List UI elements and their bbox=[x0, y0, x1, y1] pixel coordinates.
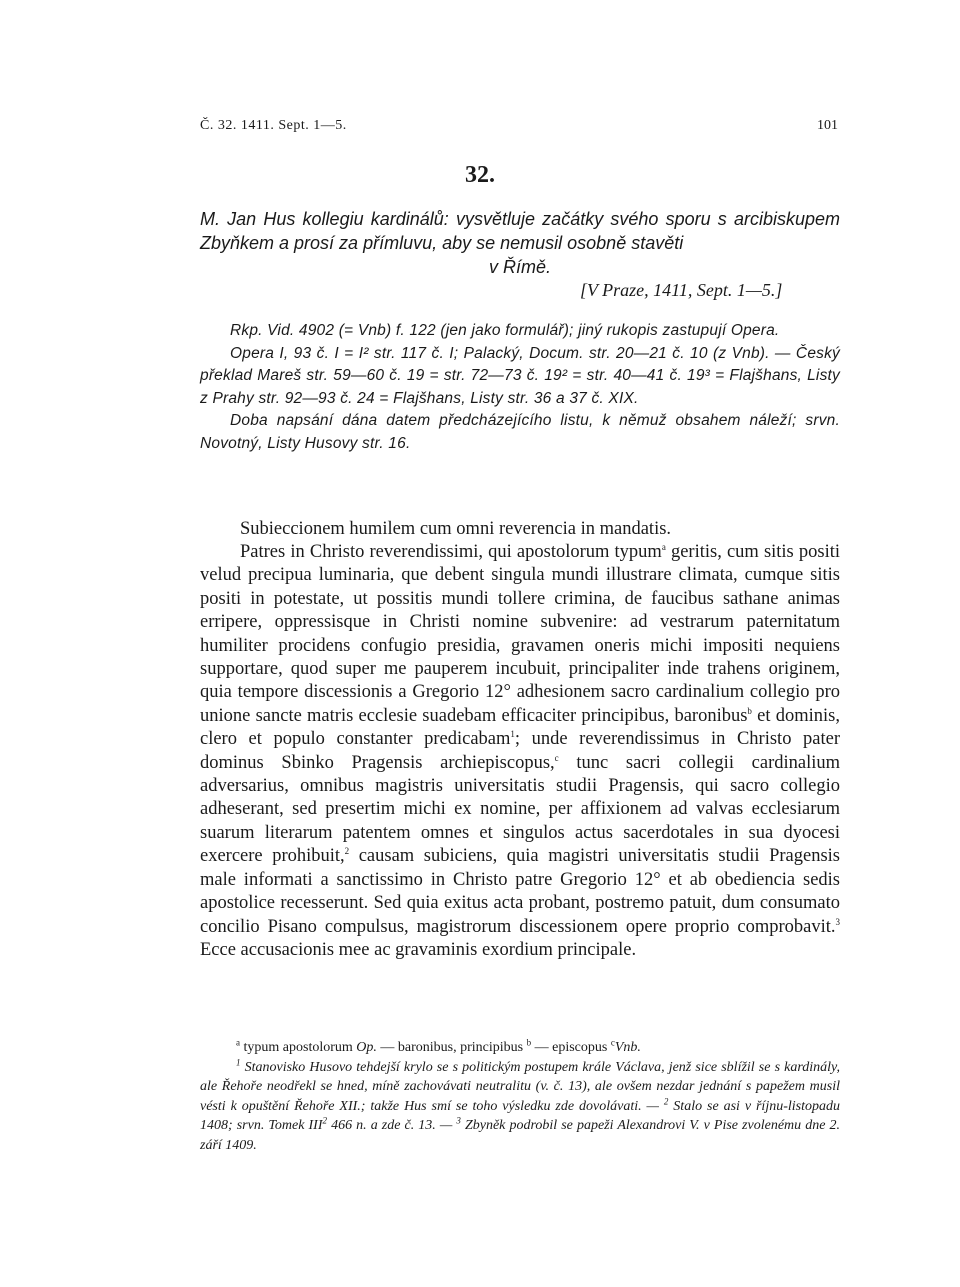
footnote-text: Stanovisko Husovo tehdejší krylo se s politickým postupem krále Václava, jenž sice sblížil se s kardinály, ale Řehoře neodřekl se hned, míně zachovávati neutralitu (v. č. 13), ale ovšem nezdar jednání s papežem musil vésti k opuštění Řehoře XII.; takže Hus smí se toho výsledku zde dovolávati. — bbox=[200, 1059, 840, 1114]
footnote-marker: a bbox=[236, 1037, 240, 1048]
body-text-segment: causam subiciens, quia magistri universitatis studii Pragensis male informati a sanctissimo in Christo patre Gregorio 12° et ab obediencia sedis apostolice recesserunt. Sed quia exitus acta probant, postremo patuit, dum consumato concilio Pisano compulsus, magistrorum discessionem opere proprio comprobavit. bbox=[200, 846, 840, 937]
note-manuscript: Rkp. Vid. 4902 (= Vnb) f. 122 (jen jako formulář); jiný rukopis zastupují Opera. bbox=[230, 322, 780, 339]
footnote-marker: a bbox=[661, 541, 666, 552]
document-number: 32. bbox=[465, 162, 495, 188]
letter-salutation: Subieccionem humilem cum omni reverencia in mandatis. bbox=[240, 519, 672, 539]
editorial-notes bbox=[200, 320, 840, 455]
footnote-marker: 2 bbox=[663, 1095, 669, 1106]
footnote-marker: 1 bbox=[510, 729, 515, 740]
heading-main: M. Jan Hus kollegiu kardinálů: vysvětluje začátky svého sporu s arcibiskupem Zbyňkem a prosí za přímluvu, aby se nemusil osobně stavěti bbox=[200, 209, 840, 253]
footnote-source: Vnb. bbox=[614, 1040, 641, 1055]
footnote-marker: 3 bbox=[456, 1115, 461, 1126]
body-text-segment: tunc sacri collegii cardinalium adversarius, omnibus magistris universitatis studii Pragensis, qui sacro collegio adheserant, sed presertim michi ex nomine, per affixionem ad valvas ecclesiarum suarum literarum patentem omnes et singulos actus sacerdotales in sua dyocesi exercere prohibuit, bbox=[200, 752, 840, 867]
running-header bbox=[200, 118, 838, 140]
page-number: 101 bbox=[817, 118, 838, 133]
letter-body bbox=[200, 541, 840, 962]
footnote-marker: 3 bbox=[835, 916, 840, 927]
document-date: [V Praze, 1411, Sept. 1—5.] bbox=[580, 280, 783, 300]
note-dating: Doba napsání dána datem předcházejícího listu, k němuž obsahem náleží; srvn. Novotný, Listy Husovy str. 16. bbox=[200, 412, 840, 452]
footnote-marker: 1 bbox=[236, 1056, 241, 1067]
footnotes bbox=[200, 1038, 840, 1155]
body-text-segment: geritis, cum sitis positi velud precipua luminaria, que debent singula mundi illustrare climata, cumque sitis positi in potestate, ut possitis mundi tollere crimina, de faucibus sathane animas erripere, oppressisque in Christi nomine subvenire: ad vestrarum paternitatum humiliter procidens confugio presidia, gravamen oneris michi impositi nequiens supportare, quod super me pauperem incubuit, principaliter inde trahens originem, quia tempore discessionis a Gregorio 12° adhesionem sacro cardinalium collegio pro unione sancte matris ecclesie suadebam efficaciter principibus, baronibus bbox=[200, 542, 841, 726]
footnote-text: — baronibus, principibus bbox=[376, 1040, 527, 1055]
body-text-segment: Patres in Christo reverendissimi, qui apostolorum typum bbox=[240, 542, 662, 562]
body-text-segment: et dominis, clero et populo constanter predicabam bbox=[200, 705, 840, 750]
footnote-source: Op. bbox=[356, 1040, 377, 1055]
footnote-text: Stalo se asi v říjnu-listopadu 1408; srvn. Tomek III bbox=[200, 1098, 840, 1133]
footnote-text: typum apostolorum bbox=[240, 1040, 357, 1055]
footnote-marker: c bbox=[610, 1037, 615, 1048]
footnote-marker: b bbox=[526, 1037, 532, 1048]
document-heading bbox=[200, 207, 840, 279]
heading-last-line: v Římě. bbox=[488, 257, 551, 277]
commentary-footnotes bbox=[200, 1058, 840, 1156]
header-reference: Č. 32. 1411. Sept. 1—5. bbox=[200, 118, 347, 133]
footnote-text: Zbyněk podrobil se papeži Alexandrovi V. v Pise zvolenému dne 2. září 1409. bbox=[200, 1118, 840, 1153]
footnote-marker: c bbox=[554, 752, 559, 763]
note-editions: Opera I, 93 č. I = I² str. 117 č. I; Palacký, Docum. str. 20—21 č. 10 (z Vnb). — Český překlad Mareš str. 59—60 č. 19 = str. 72—73 č. 19² = str. 40—41 č. 19³ = Flajšhans, Listy z Prahy str. 92—93 č. 24 = Flajšhans, Listy str. 36 a 37 č. XIX. bbox=[200, 344, 840, 407]
body-text-segment: Ecce accusacionis mee ac gravaminis exordium principale. bbox=[200, 939, 637, 960]
body-paragraph bbox=[200, 541, 840, 962]
body-text-segment: ; unde reverendissimus in Christo pater dominus Sbinko Pragensis archiepiscopus, bbox=[200, 729, 840, 773]
variant-readings bbox=[200, 1038, 840, 1058]
edition-superscript: 2 bbox=[322, 1115, 328, 1126]
footnote-marker: b bbox=[747, 705, 752, 716]
footnote-text: 466 n. a zde č. 13. — bbox=[327, 1118, 457, 1133]
footnote-marker: 2 bbox=[344, 846, 350, 857]
footnote-text: — episcopus bbox=[531, 1040, 611, 1055]
